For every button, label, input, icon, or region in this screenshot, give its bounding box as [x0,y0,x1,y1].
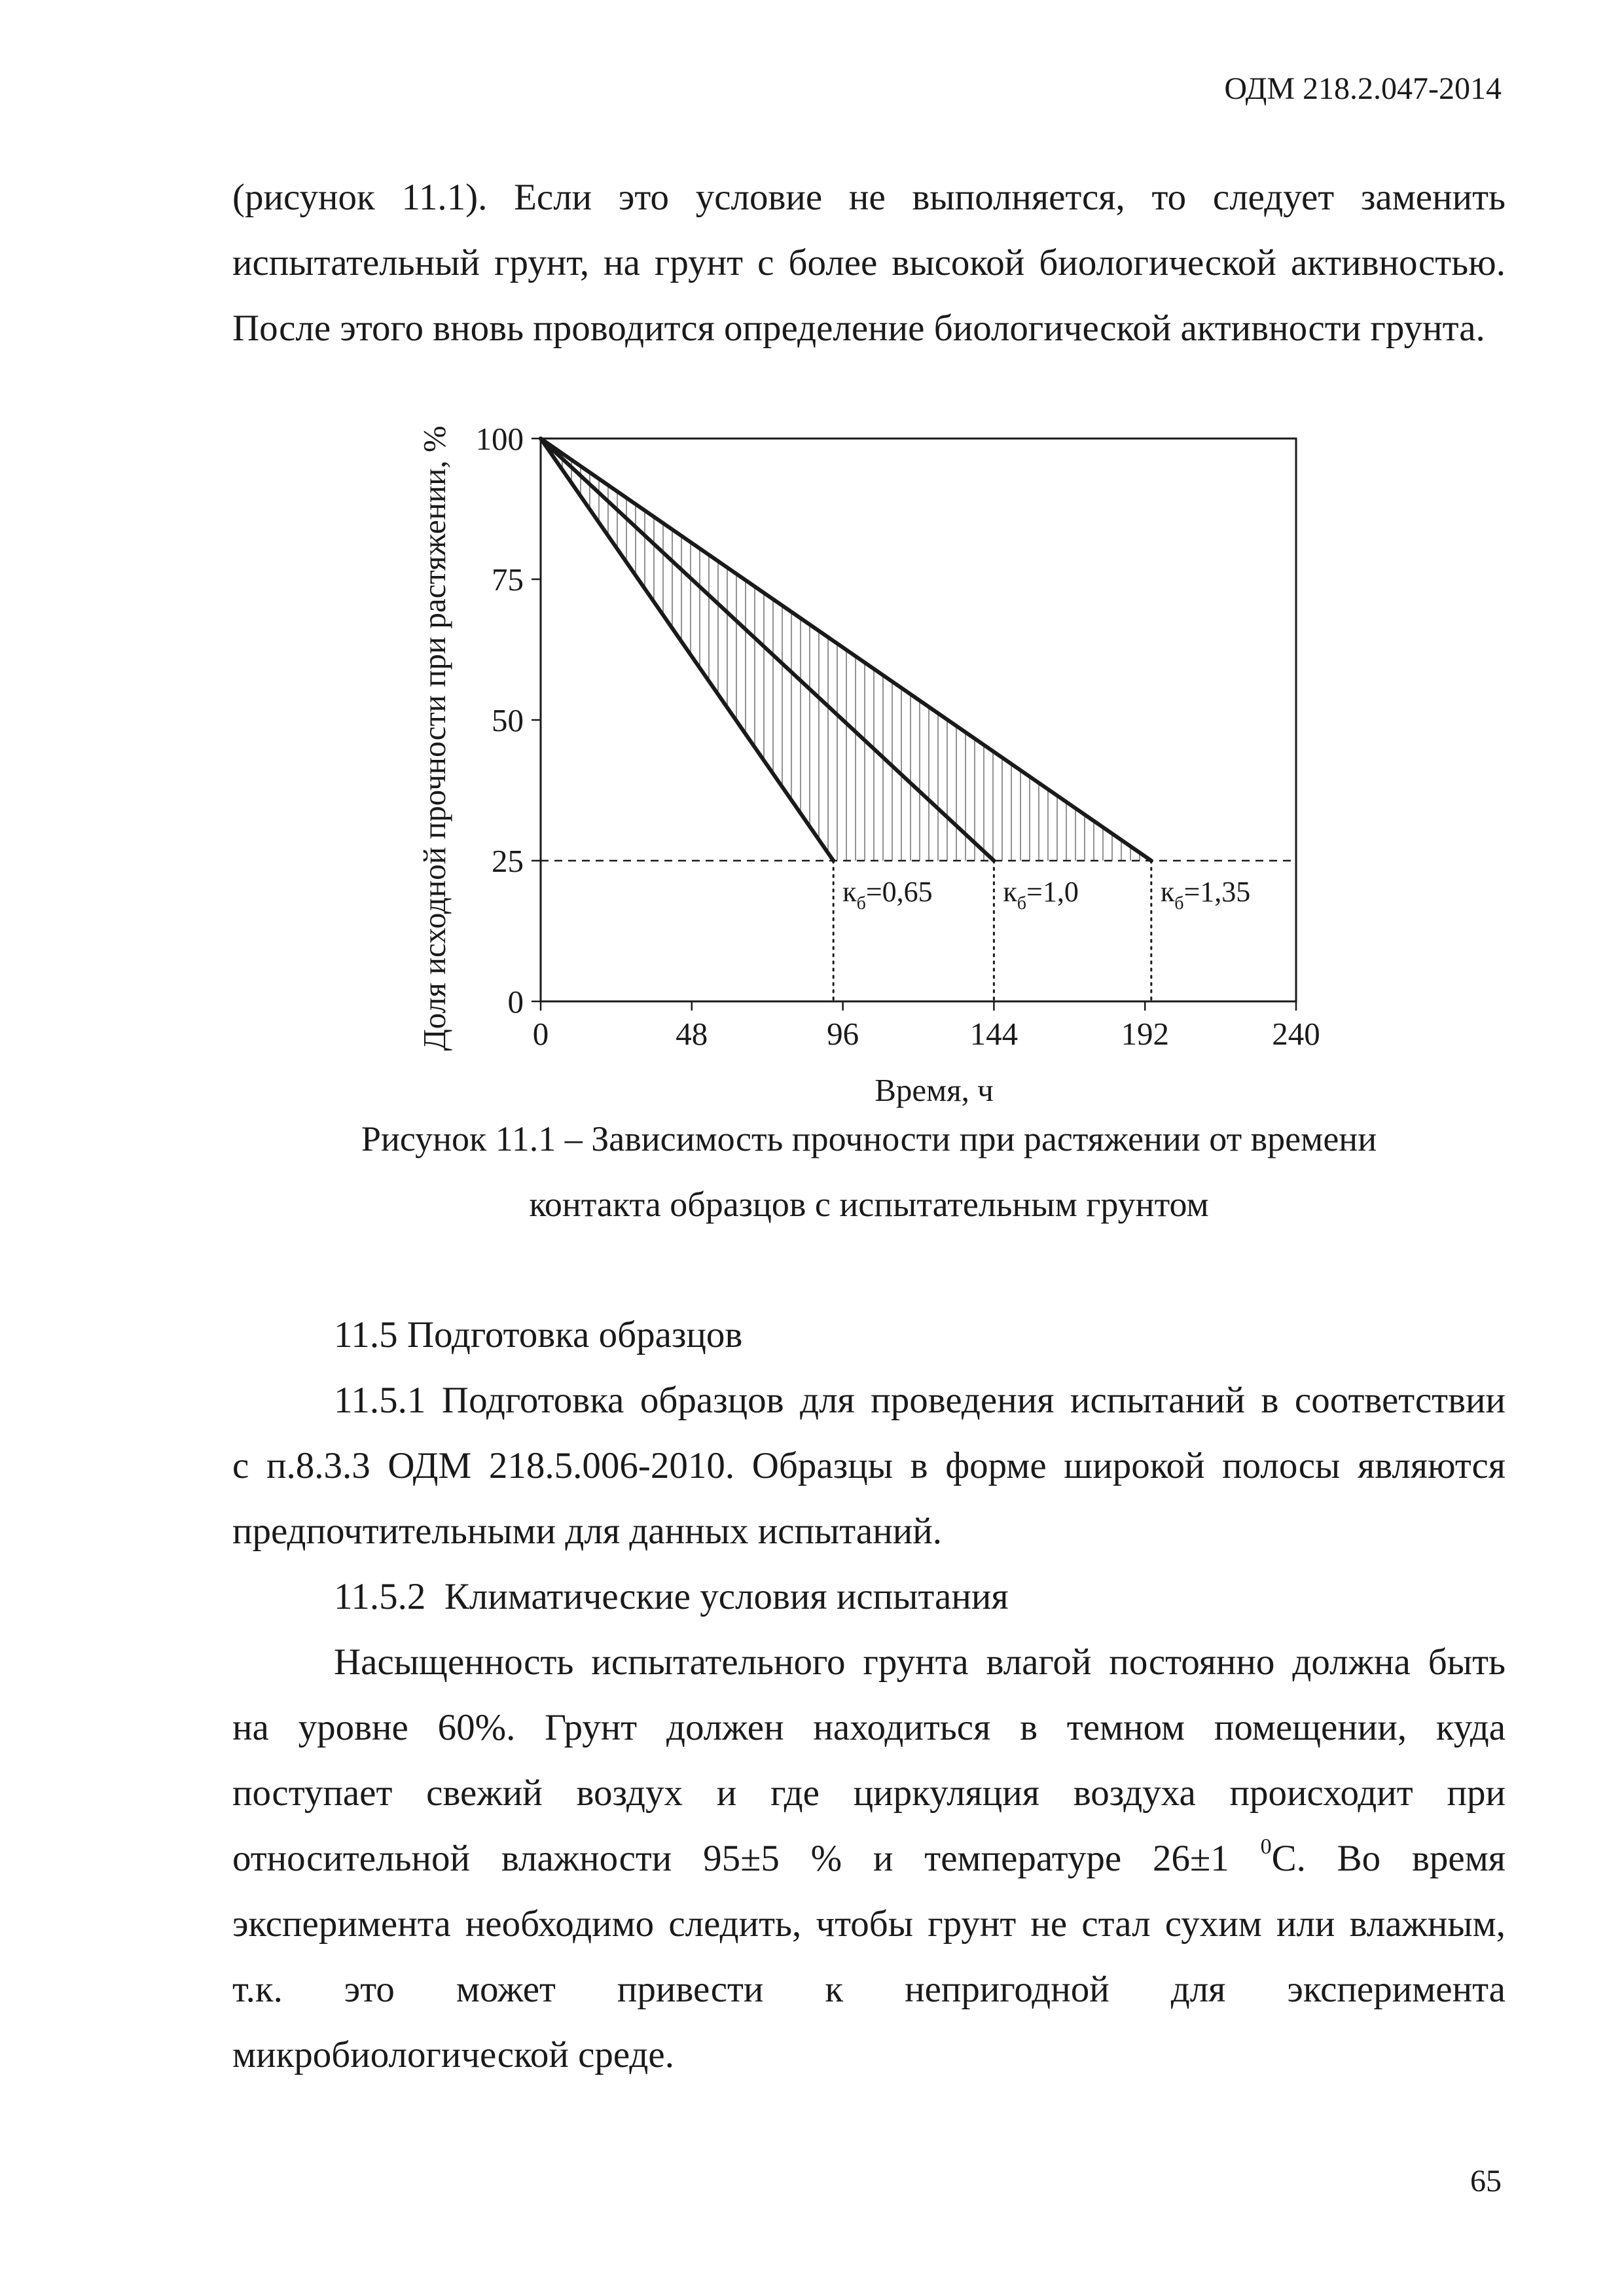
subsection-heading: 11.5.2 Климатические условия испытания [334,1576,1009,1617]
figure-caption-line-2: контакта образцов с испытательным грунтом [529,1185,1209,1224]
section-p1-line-2: с п.8.3.3 ОДМ 218.5.006-2010. Образцы в форме широкой полосы являются [232,1445,1506,1486]
x-tick-label: 48 [676,1016,708,1052]
y-tick-label: 50 [492,702,524,738]
y-tick-label: 25 [492,843,524,879]
x-tick-label: 144 [969,1016,1019,1052]
section-p2-line-1: Насыщенность испытательного грунта влагой постоянно должна быть [334,1641,1506,1683]
section-p2-line-4 [232,1826,1506,1892]
x-tick-label: 0 [532,1016,549,1052]
x-tick-label: 192 [1121,1016,1169,1052]
x-axis-label: Время, ч [875,1072,994,1108]
series-label-3: $к_б=1,35$ [1160,876,1251,914]
section-p1-line-3: предпочтительными для данных испытаний. [232,1511,942,1552]
strength-time-chart [393,393,1348,1126]
section-p2-line-4-end: С. Во время [1271,1838,1506,1879]
series-line-2 [541,439,994,861]
intro-line-3: После этого вновь проводится определение биологической активности грунта. [232,308,1485,349]
section-p2-line-7: микробиологической среде. [232,2034,674,2075]
section-p2-line-3: поступает свежий воздух и где циркуляция воздуха происходит при [232,1772,1506,1814]
intro-line-2: испытательный грунт, на грунт с более высокой биологической активностью. [232,242,1506,283]
series-label-1: $к_б=0,65$ [842,876,933,914]
document-code-header: ОДМ 218.2.047-2014 [1224,71,1502,106]
section-p2-line-2: на уровне 60%. Грунт должен находиться в темном помещении, куда [232,1707,1506,1748]
x-tick-label: 240 [1272,1016,1320,1052]
series-label-2: $к_б=1,0$ [1003,876,1079,914]
section-p2-line-5: эксперимента необходимо следить, чтобы грунт не стал сухим или влажным, [232,1903,1506,1945]
figure-caption-line-1: Рисунок 11.1 – Зависимость прочности при растяжении от времени [361,1119,1377,1158]
section-p2-line-4-start: относительной влажности 95±5 % и температуре 26±1 [232,1838,1261,1879]
section-heading: 11.5 Подготовка образцов [334,1314,743,1355]
page-number: 65 [1470,2164,1502,2198]
y-tick-label: 75 [492,562,524,598]
intro-line-1: (рисунок 11.1). Если это условие не выполняется, то следует заменить [232,177,1506,218]
degree-superscript: 0 [1260,1835,1272,1859]
y-axis-label: Доля исходной прочности при растяжении, % [416,425,452,1051]
y-tick-label: 100 [475,421,524,457]
section-p2-line-6: т.к. это может привести к непригодной для эксперимента [232,1969,1506,2010]
y-tick-label: 0 [507,984,524,1020]
section-p1-line-1: 11.5.1 Подготовка образцов для проведения испытаний в соответствии [334,1380,1506,1421]
x-tick-label: 96 [827,1016,859,1052]
